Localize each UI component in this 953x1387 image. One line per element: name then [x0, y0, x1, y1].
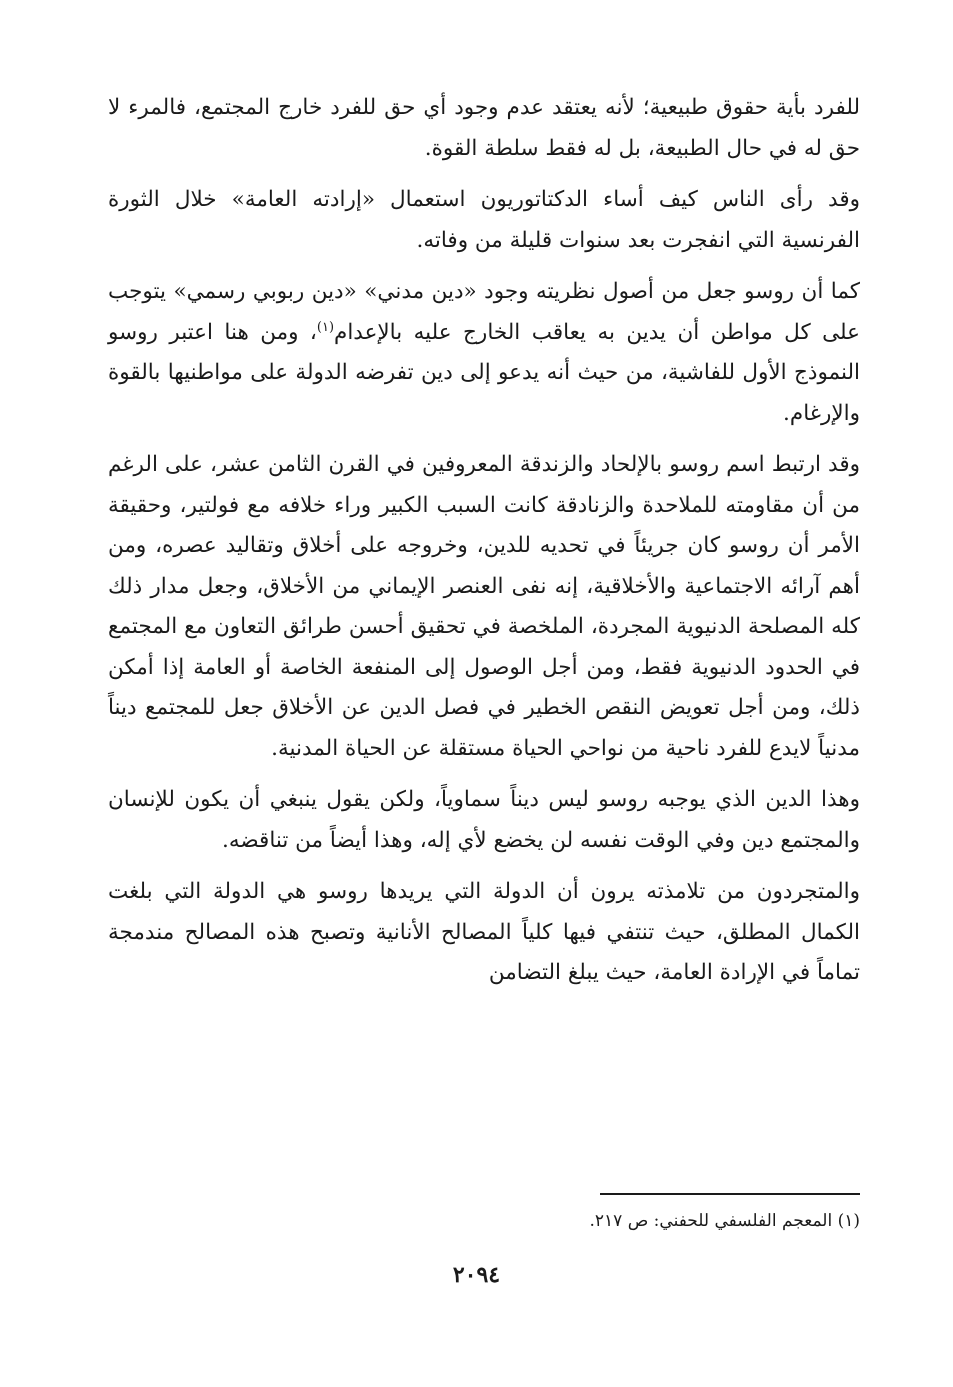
paragraph-4: وقد ارتبط اسم روسو بالإلحاد والزندقة المعروفين في القرن الثامن عشر، على الرغم من أن مقاومته للملاحدة والزنادقة كانت السبب الكبير وراء خلافه مع فولتير، وحقيقة الأمر أن روسو كان جريئاً في تحديه للدين، وخروجه على أخلاق وتقاليد عصره، ومن أهم آرائه الاجتماعية والأخلاقية، إنه نفى العنصر الإيماني من الأخلاق، وجعل مدار ذلك كله المصلحة الدنيوية المجردة، الملخصة في تحقيق أحسن طرائق التعاون مع المجتمع في الحدود الدنيوية فقط، ومن أجل الوصول إلى المنفعة الخاصة أو العامة إذا أمكن ذلك، ومن أجل تعويض النقص الخطير في فصل الدين عن الأخلاق جعل للمجتمع ديناً مدنياً لايدع للفرد ناحية من نواحي الحياة مستقلة عن الحياة المدنية.: [108, 452, 860, 761]
footnote-reference: (١): [316, 319, 335, 335]
paragraph-5: وهذا الدين الذي يوجبه روسو ليس ديناً سماوياً، ولكن يقول ينبغي أن يكون للإنسان والمجتمع دين وفي الوقت نفسه لن يخضع لأي إله، وهذا أيضاً من تناقضه.: [108, 787, 860, 853]
footnote: (١) المعجم الفلسفي للحفني: ص ٢١٧.: [589, 1211, 860, 1231]
page-number: ٢٠٩٤: [452, 1262, 501, 1288]
paragraph-1: للفرد بأية حقوق طبيعية؛ لأنه يعتقد عدم وجود أي حق للفرد خارج المجتمع، فالمرء لا حق له في حال الطبيعة، بل له فقط سلطة القوة.: [108, 95, 860, 161]
footnote-divider: [600, 1193, 860, 1195]
paragraph-3-text-a: كما أن روسو جعل من أصول نظريته وجود «دين مدني» «دين ربوبي رسمي» يتوجب على كل مواطن أن يدين به يعاقب الخارج عليه بالإعدام: [108, 279, 860, 345]
page-body: [108, 88, 860, 1005]
paragraph-3: [108, 272, 860, 434]
paragraph-2: وقد رأى الناس كيف أساء الدكتاتوريون استعمال «إرادته العامة» خلال الثورة الفرنسية التي انفجرت بعد سنوات قليلة من وفاته.: [108, 187, 860, 253]
paragraph-3-text-b: ، ومن هنا اعتبر روسو النموذج الأول للفاشية، من حيث أنه يدعو إلى دين تفرضه الدولة على مواطنيها بالقوة والإرغام.: [108, 319, 860, 426]
paragraph-6: والمتجردون من تلامذته يرون أن الدولة التي يريدها روسو هي الدولة التي بلغت الكمال المطلق، حيث تنتفي فيها كلياً المصالح الأنانية وتصبح هذه المصالح مندمجة تماماً في الإرادة العامة، حيث يبلغ التضامن: [108, 879, 860, 985]
